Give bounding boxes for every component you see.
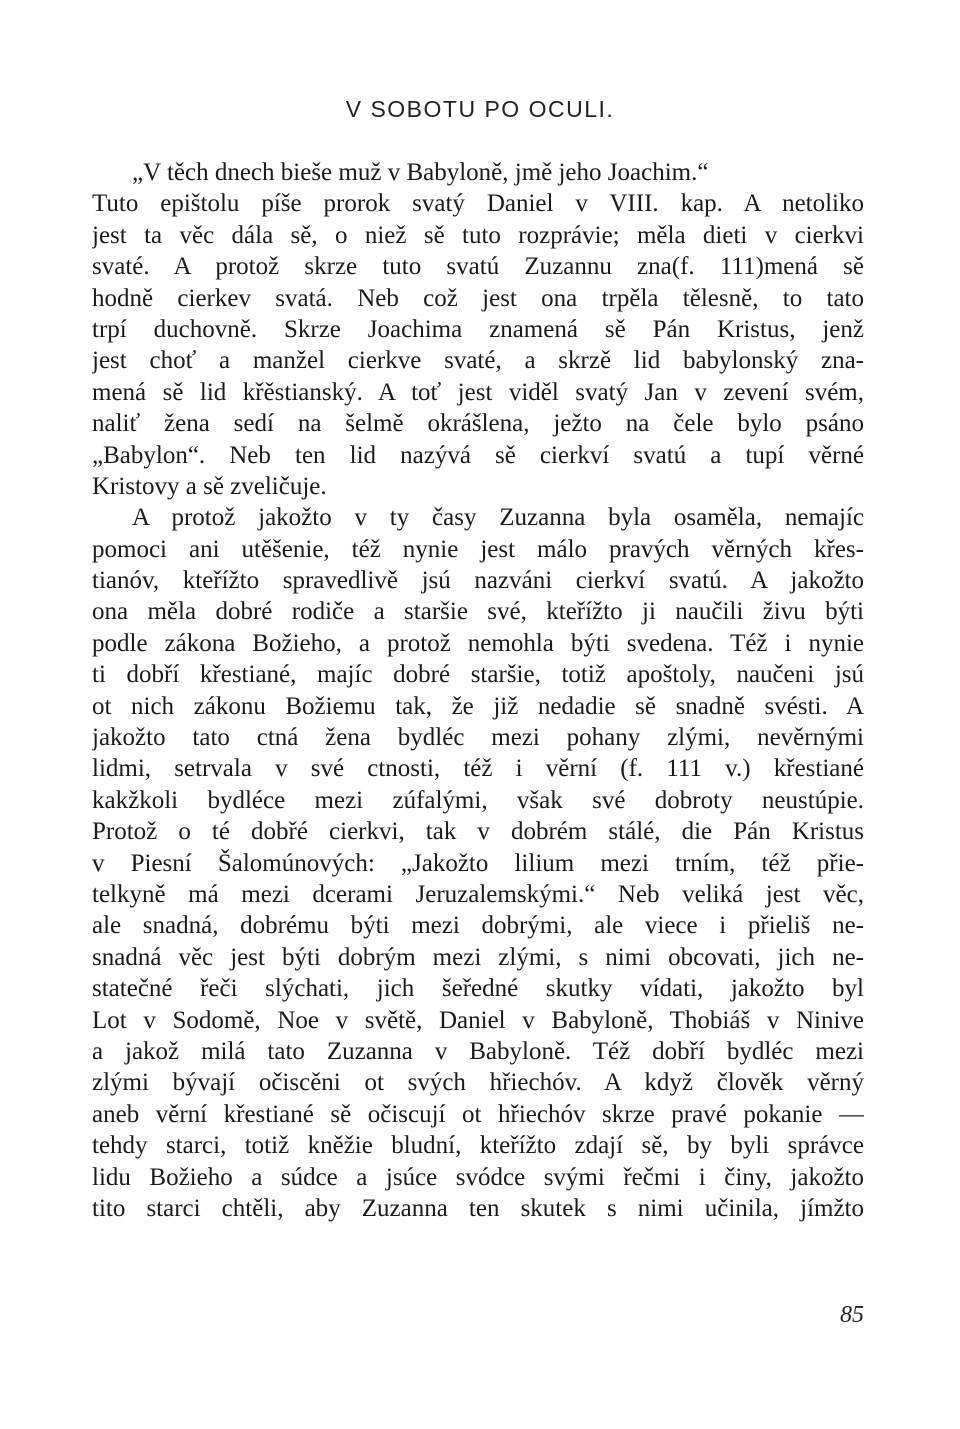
text-line: ti dobří křestiané, majíc dobré staršie, totiž apoštoly, naučeni jsú <box>92 661 864 689</box>
text-line: aneb věrní křestiané sě očiscují ot hřiechóv skrze pravé pokanie — <box>92 1100 864 1128</box>
text-line: jest ta věc dála sě, o niež sě tuto rozprávie; měla dieti v cierkvi <box>92 221 864 249</box>
text-line: naliť žena sedí na šelmě okrášlena, ježto na čele bylo psáno <box>92 410 864 438</box>
text-line: tito starci chtěli, aby Zuzanna ten skutek s nimi učinila, jímžto <box>92 1194 864 1222</box>
text-line: jest choť a manžel cierkve svaté, a skrzě lid babylonský zna- <box>92 347 864 375</box>
text-line: podle zákona Božieho, a protož nemohla býti svedena. Též i nynie <box>92 629 864 657</box>
text-line: telkyně má mezi dcerami Jeruzalemskými.“ Neb veliká jest věc, <box>92 880 864 908</box>
text-line: ona měla dobré rodiče a staršie své, kteřížto ji naučili živu býti <box>92 598 864 626</box>
text-line: lidmi, setrvala v své ctnosti, též i věrní (f. 111 v.) křestiané <box>92 755 864 783</box>
text-line: v Piesní Šalomúnových: „Jakožto lilium mezi trním, též přie- <box>92 849 864 877</box>
text-line: ale snadná, dobrému býti mezi dobrými, ale viece i přieliš ne- <box>92 912 864 940</box>
text-line: lidu Božieho a súdce a jsúce svódce svými řečmi i činy, jakožto <box>92 1163 864 1191</box>
text-line: hodně cierkev svatá. Neb což jest ona trpěla tělesně, to tato <box>92 284 864 312</box>
running-title: V SOBOTU PO OCULI. <box>345 96 615 122</box>
text-line: ot nich zákonu Božiemu tak, že již nedadie sě snadně svésti. A <box>92 692 864 720</box>
text-line: statečné řeči slýchati, jich šeředné skutky vídati, jakožto byl <box>92 975 864 1003</box>
text-line: Protož o té dobřé cierkvi, tak v dobrém stálé, die Pán Kristus <box>92 818 864 846</box>
text-line: trpí duchovně. Skrze Joachima znamená sě Pán Kristus, jenž <box>92 315 864 343</box>
text-line: jakožto tato ctná žena bydléc mezi pohany zlými, nevěrnými <box>92 724 864 752</box>
text-line: A protož jakožto v ty časy Zuzanna byla osaměla, nemajíc <box>132 504 864 532</box>
text-line: snadná věc jest býti dobrým mezi zlými, s nimi obcovati, jich ne- <box>92 943 864 971</box>
text-line: tehdy starci, totiž kněžie bludní, kteřížto zdají sě, by byli správce <box>92 1132 864 1160</box>
text-line: Lot v Sodomě, Noe v světě, Daniel v Babyloně, Thobiáš v Ninive <box>92 1006 864 1034</box>
text-line: tianóv, kteřížto spravedlivě jsú nazváni cierkví svatú. A jakožto <box>92 567 864 595</box>
text-line: zlými bývají očiscěni ot svých hřiechóv. A když člověk věrný <box>92 1069 864 1097</box>
text-line: Tuto epištolu píše prorok svatý Daniel v VIII. kap. A netoliko <box>92 190 864 218</box>
text-line: a jakož milá tato Zuzanna v Babyloně. Též dobří bydléc mezi <box>92 1037 864 1065</box>
page-number: 85 <box>840 1302 864 1328</box>
text-line: kakžkoli bydléce mezi zúfalými, však své dobroty neustúpie. <box>92 786 864 814</box>
text-line: pomoci ani utěšenie, též nynie jest málo pravých věrných křes- <box>92 535 864 563</box>
text-line: „V těch dnech bieše muž v Babyloně, jmě jeho Joachim.“ <box>132 159 709 186</box>
text-line: svaté. A protož skrze tuto svatú Zuzannu zna(f. 111)mená sě <box>92 253 864 281</box>
body-text <box>92 157 864 1224</box>
text-line: Kristovy a sě zveličuje. <box>92 472 327 500</box>
text-line: mená sě lid křěstianský. A toť jest viděl svatý Jan v zevení svém, <box>92 378 864 406</box>
text-line: „Babylon“. Neb ten lid nazývá sě cierkví svatú a tupí věrné <box>92 441 864 469</box>
